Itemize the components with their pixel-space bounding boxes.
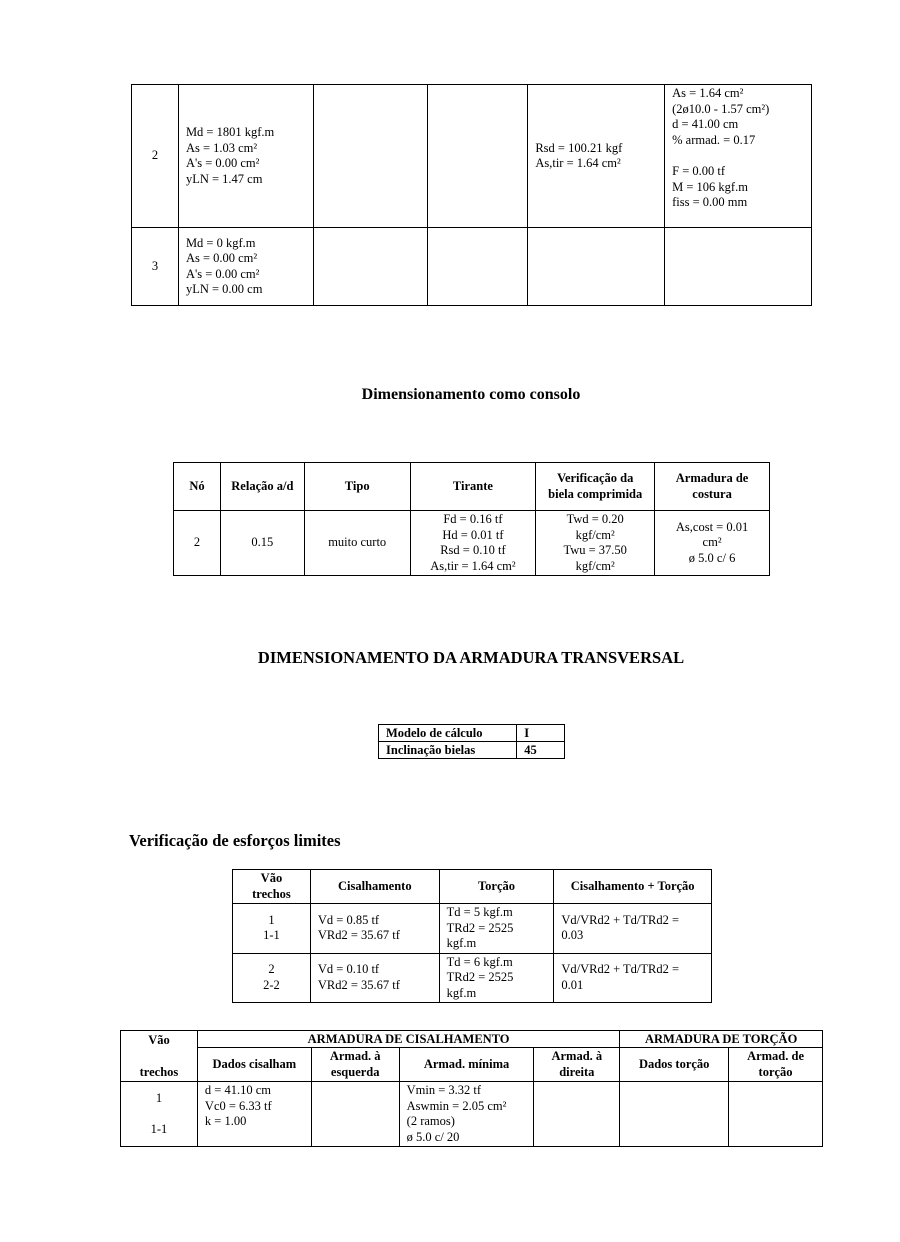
- limits-title: Verificação de esforços limites: [129, 831, 341, 850]
- column-header: Cisalhamento + Torção: [554, 870, 712, 904]
- strut-cell: Twd = 0.20 kgf/cm² Twu = 37.50 kgf/cm²: [536, 511, 655, 576]
- column-header: Tipo: [304, 463, 410, 511]
- column-header: Armad. à esquerda: [311, 1048, 399, 1082]
- empty-cell: [427, 85, 528, 228]
- table-row: [379, 742, 565, 759]
- moment-cell: Md = 1801 kgf.m As = 1.03 cm² A's = 0.00 cm² yLN = 1.47 cm: [178, 85, 313, 228]
- table-header-row: [233, 870, 712, 904]
- empty-cell: [313, 85, 427, 228]
- span-cell: 1 1-1: [233, 904, 311, 954]
- shear-group-header: ARMADURA DE CISALHAMENTO: [197, 1031, 619, 1048]
- param-label: Modelo de cálculo: [379, 725, 517, 742]
- node-cell: 3: [132, 228, 179, 306]
- moment-cell: Md = 0 kgf.m As = 0.00 cm² A's = 0.00 cm² yLN = 0.00 cm: [178, 228, 313, 306]
- node-cell: 2: [174, 511, 221, 576]
- param-value: I: [517, 725, 565, 742]
- column-header: Dados torção: [620, 1048, 729, 1082]
- column-header: Armadura de costura: [655, 463, 770, 511]
- column-header: Cisalhamento: [310, 870, 439, 904]
- transversal-title: DIMENSIONAMENTO DA ARMADURA TRANSVERSAL: [257, 648, 685, 667]
- torsion-group-header: ARMADURA DE TORÇÃO: [620, 1031, 823, 1048]
- empty-cell: [620, 1082, 729, 1147]
- consolo-table: [173, 462, 770, 576]
- column-header: Verificação da biela comprimida: [536, 463, 655, 511]
- span-cell: 1 1-1: [121, 1082, 198, 1147]
- consolo-cell: Rsd = 100.21 kgf As,tir = 1.64 cm²: [528, 85, 665, 228]
- column-header: Vão trechos: [233, 870, 311, 904]
- calc-params-table: [378, 724, 565, 759]
- shear-torsion-cell: Vd/VRd2 + Td/TRd2 = 0.03: [554, 904, 712, 954]
- empty-cell: [528, 228, 665, 306]
- reinforcement-table: [120, 1030, 823, 1147]
- column-header: Armad. à direita: [534, 1048, 620, 1082]
- column-header: Torção: [439, 870, 554, 904]
- table-row: [379, 725, 565, 742]
- table-header-row: [121, 1031, 823, 1048]
- empty-cell: [665, 228, 812, 306]
- empty-cell: [313, 228, 427, 306]
- column-header: Relação a/d: [220, 463, 304, 511]
- empty-cell: [729, 1082, 823, 1147]
- table-row: [132, 85, 812, 228]
- min-reinforcement-cell: Vmin = 3.32 tf Aswmin = 2.05 cm² (2 ramos) ø 5.0 c/ 20: [399, 1082, 534, 1147]
- node-cell: 2: [132, 85, 179, 228]
- empty-cell: [427, 228, 528, 306]
- empty-cell: [534, 1082, 620, 1147]
- torsion-cell: Td = 5 kgf.m TRd2 = 2525 kgf.m: [439, 904, 554, 954]
- shear-torsion-cell: Vd/VRd2 + Td/TRd2 = 0.01: [554, 953, 712, 1003]
- reinforcement-cell: As = 1.64 cm² (2ø10.0 - 1.57 cm²) d = 41.00 cm % armad. = 0.17 F = 0.00 tf M = 106 kgf.m fiss = 0.00 mm: [665, 85, 812, 228]
- shear-cell: Vd = 0.10 tf VRd2 = 35.67 tf: [310, 953, 439, 1003]
- param-label: Inclinação bielas: [379, 742, 517, 759]
- column-header: Armad. de torção: [729, 1048, 823, 1082]
- column-header: Armad. mínima: [399, 1048, 534, 1082]
- shear-cell: Vd = 0.85 tf VRd2 = 35.67 tf: [310, 904, 439, 954]
- column-header: Tirante: [410, 463, 536, 511]
- span-header: Vão trechos: [121, 1031, 198, 1082]
- beam-results-table: [131, 84, 812, 306]
- column-header: Nó: [174, 463, 221, 511]
- table-row: [233, 904, 712, 954]
- table-header-row: [121, 1048, 823, 1082]
- table-row: [174, 511, 770, 576]
- ratio-cell: 0.15: [220, 511, 304, 576]
- empty-cell: [311, 1082, 399, 1147]
- param-value: 45: [517, 742, 565, 759]
- table-row: [121, 1082, 823, 1147]
- limits-table: [232, 869, 712, 1003]
- shear-data-cell: d = 41.10 cm Vc0 = 6.33 tf k = 1.00: [197, 1082, 311, 1147]
- span-cell: 2 2-2: [233, 953, 311, 1003]
- torsion-cell: Td = 6 kgf.m TRd2 = 2525 kgf.m: [439, 953, 554, 1003]
- table-header-row: [174, 463, 770, 511]
- type-cell: muito curto: [304, 511, 410, 576]
- tie-cell: Fd = 0.16 tf Hd = 0.01 tf Rsd = 0.10 tf As,tir = 1.64 cm²: [410, 511, 536, 576]
- column-header: Dados cisalham: [197, 1048, 311, 1082]
- table-row: [132, 228, 812, 306]
- stitch-reinforcement-cell: As,cost = 0.01 cm² ø 5.0 c/ 6: [655, 511, 770, 576]
- consolo-title: Dimensionamento como consolo: [361, 386, 581, 403]
- table-row: [233, 953, 712, 1003]
